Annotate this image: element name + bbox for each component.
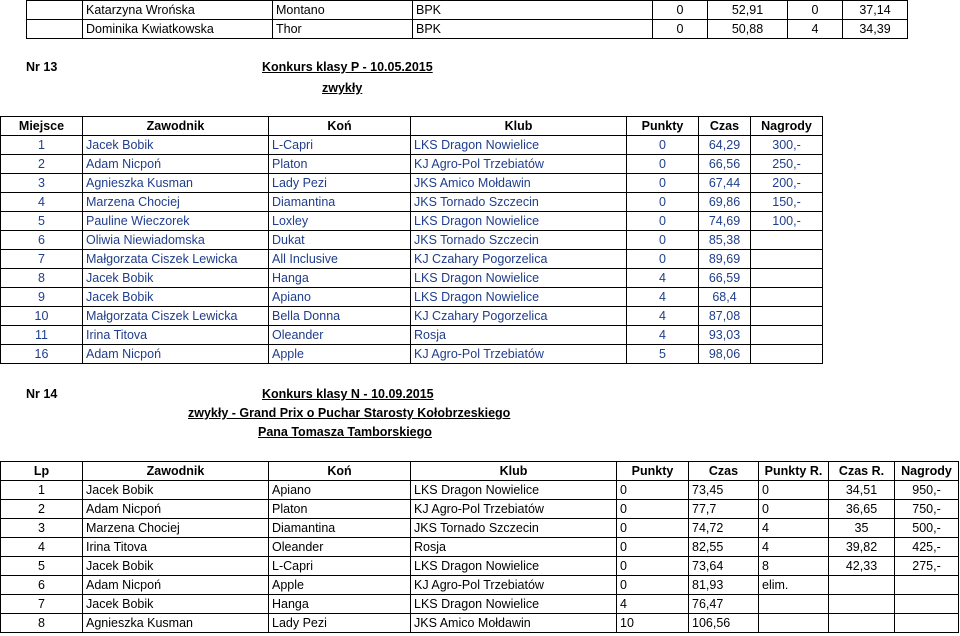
s13-cell: All Inclusive (269, 250, 411, 269)
s14-header-row (1, 462, 959, 481)
s13-cell: KJ Czahary Pogorzelica (411, 250, 627, 269)
section-14-subtitle: zwykły - Grand Prix o Puchar Starosty Kołobrzeskiego (188, 406, 511, 420)
s13-cell: 7 (1, 250, 83, 269)
s13-cell: 9 (1, 288, 83, 307)
s14-cell: Jacek Bobik (83, 595, 269, 614)
s14-cell: 0 (617, 500, 689, 519)
s13-header-cell: Koń (269, 117, 411, 136)
table-row (1, 269, 823, 288)
s13-cell (751, 326, 823, 345)
s13-cell: 64,29 (699, 136, 751, 155)
s14-cell: 35 (829, 519, 895, 538)
table-row (1, 538, 959, 557)
s14-cell: Apiano (269, 481, 411, 500)
s14-cell: 950,- (895, 481, 959, 500)
s14-cell: 0 (759, 500, 829, 519)
s13-cell: 89,69 (699, 250, 751, 269)
s13-cell: Oliwia Niewiadomska (83, 231, 269, 250)
s14-cell: KJ Agro-Pol Trzebiatów (411, 500, 617, 519)
s14-cell: 500,- (895, 519, 959, 538)
s13-cell: 68,4 (699, 288, 751, 307)
table-row (1, 576, 959, 595)
s14-cell: 0 (617, 481, 689, 500)
s13-cell: 0 (627, 231, 699, 250)
s14-cell: LKS Dragon Nowielice (411, 595, 617, 614)
s13-header-cell: Nagrody (751, 117, 823, 136)
s14-cell: 4 (759, 519, 829, 538)
s14-cell: 77,7 (689, 500, 759, 519)
s13-cell: 0 (627, 155, 699, 174)
previous-cell: Dominika Kwiatkowska (83, 20, 273, 39)
s14-cell (895, 576, 959, 595)
s13-cell: 250,- (751, 155, 823, 174)
s13-cell: 3 (1, 174, 83, 193)
previous-cell: Katarzyna Wrońska (83, 1, 273, 20)
s13-cell: Marzena Chociej (83, 193, 269, 212)
s14-cell: 82,55 (689, 538, 759, 557)
s14-cell: Irina Titova (83, 538, 269, 557)
s13-cell: 2 (1, 155, 83, 174)
s13-cell: Jacek Bobik (83, 136, 269, 155)
s13-cell: Małgorzata Ciszek Lewicka (83, 250, 269, 269)
previous-cell: 37,14 (843, 1, 908, 20)
s13-cell: 4 (627, 326, 699, 345)
s13-cell: 5 (1, 212, 83, 231)
s13-cell: 87,08 (699, 307, 751, 326)
s13-cell: Hanga (269, 269, 411, 288)
previous-cell: BPK (413, 20, 653, 39)
table-row (1, 326, 823, 345)
s13-header-cell: Zawodnik (83, 117, 269, 136)
s13-cell (751, 231, 823, 250)
s14-cell: JKS Amico Mołdawin (411, 614, 617, 633)
s14-cell: 275,- (895, 557, 959, 576)
s13-cell: LKS Dragon Nowielice (411, 212, 627, 231)
s14-cell: 5 (1, 557, 83, 576)
s14-cell: Oleander (269, 538, 411, 557)
s13-cell: 0 (627, 136, 699, 155)
s14-cell: 750,- (895, 500, 959, 519)
s14-cell: 74,72 (689, 519, 759, 538)
s13-cell: Loxley (269, 212, 411, 231)
table-row (1, 231, 823, 250)
table-row (1, 500, 959, 519)
s14-cell: Marzena Chociej (83, 519, 269, 538)
s13-cell: 0 (627, 193, 699, 212)
s14-cell: 34,51 (829, 481, 895, 500)
section-13-results-table (0, 116, 823, 364)
s14-cell: Rosja (411, 538, 617, 557)
s13-cell: 4 (1, 193, 83, 212)
s14-cell: 81,93 (689, 576, 759, 595)
s14-cell (829, 576, 895, 595)
s14-cell: elim. (759, 576, 829, 595)
s14-cell: 10 (617, 614, 689, 633)
s14-cell: Agnieszka Kusman (83, 614, 269, 633)
table-row (1, 155, 823, 174)
s13-cell: Jacek Bobik (83, 288, 269, 307)
s14-cell: 0 (759, 481, 829, 500)
s13-cell: 4 (627, 269, 699, 288)
section-14-number: Nr 14 (26, 387, 58, 401)
s13-cell: 100,- (751, 212, 823, 231)
s13-cell: Dukat (269, 231, 411, 250)
s13-cell: 150,- (751, 193, 823, 212)
table-row (1, 595, 959, 614)
s13-cell: JKS Amico Mołdawin (411, 174, 627, 193)
s13-cell: KJ Agro-Pol Trzebiatów (411, 155, 627, 174)
s13-cell: Rosja (411, 326, 627, 345)
s14-cell: 0 (617, 538, 689, 557)
s14-header-cell: Klub (411, 462, 617, 481)
previous-cell: Montano (273, 1, 413, 20)
s14-cell: Adam Nicpoń (83, 500, 269, 519)
section-14-title: Konkurs klasy N - 10.09.2015 (262, 387, 434, 401)
s13-cell: 4 (627, 288, 699, 307)
table-row (1, 307, 823, 326)
s14-cell: 36,65 (829, 500, 895, 519)
s13-cell: Bella Donna (269, 307, 411, 326)
previous-cell: 0 (653, 1, 708, 20)
s14-cell: Platon (269, 500, 411, 519)
s13-header-row (1, 117, 823, 136)
s14-cell (895, 614, 959, 633)
s14-cell: 76,47 (689, 595, 759, 614)
previous-cell: 34,39 (843, 20, 908, 39)
s14-cell: Lady Pezi (269, 614, 411, 633)
s13-cell: LKS Dragon Nowielice (411, 269, 627, 288)
s13-cell: 98,06 (699, 345, 751, 364)
s14-cell: KJ Agro-Pol Trzebiatów (411, 576, 617, 595)
s14-cell: LKS Dragon Nowielice (411, 481, 617, 500)
previous-cell: 4 (788, 20, 843, 39)
s14-cell (759, 614, 829, 633)
s13-cell: 5 (627, 345, 699, 364)
s14-cell (829, 595, 895, 614)
s14-cell: 2 (1, 500, 83, 519)
s14-cell: 73,45 (689, 481, 759, 500)
s13-cell (751, 307, 823, 326)
s13-cell: JKS Tornado Szczecin (411, 231, 627, 250)
s13-cell: 0 (627, 174, 699, 193)
table-row (1, 136, 823, 155)
s14-header-cell: Koń (269, 462, 411, 481)
section-14-results-table (0, 461, 959, 633)
previous-cell (27, 1, 83, 20)
s14-cell: 39,82 (829, 538, 895, 557)
s13-cell: Jacek Bobik (83, 269, 269, 288)
s13-cell: 0 (627, 212, 699, 231)
s13-cell: Apiano (269, 288, 411, 307)
previous-results-table (26, 0, 908, 39)
s13-cell: 1 (1, 136, 83, 155)
s14-header-cell: Czas (689, 462, 759, 481)
table-row (1, 481, 959, 500)
s14-cell: 0 (617, 576, 689, 595)
previous-cell (27, 20, 83, 39)
s13-cell: Oleander (269, 326, 411, 345)
previous-cell: 0 (653, 20, 708, 39)
s13-cell: Irina Titova (83, 326, 269, 345)
s13-cell: LKS Dragon Nowielice (411, 288, 627, 307)
s14-cell: 425,- (895, 538, 959, 557)
s14-cell: Jacek Bobik (83, 557, 269, 576)
s13-cell: 0 (627, 250, 699, 269)
s13-cell: 69,86 (699, 193, 751, 212)
table-row (1, 212, 823, 231)
s14-cell: Apple (269, 576, 411, 595)
s13-cell (751, 345, 823, 364)
s13-cell: 93,03 (699, 326, 751, 345)
s13-cell: 67,44 (699, 174, 751, 193)
s14-header-cell: Punkty (617, 462, 689, 481)
s13-header-cell: Punkty (627, 117, 699, 136)
s14-cell: 8 (759, 557, 829, 576)
s13-cell: JKS Tornado Szczecin (411, 193, 627, 212)
s13-cell: Małgorzata Ciszek Lewicka (83, 307, 269, 326)
s14-cell: 4 (617, 595, 689, 614)
s13-cell: Lady Pezi (269, 174, 411, 193)
s14-cell: 7 (1, 595, 83, 614)
s13-cell: 11 (1, 326, 83, 345)
previous-cell: BPK (413, 1, 653, 20)
s14-cell: 0 (617, 519, 689, 538)
s13-cell: Adam Nicpoń (83, 155, 269, 174)
s13-cell: 66,56 (699, 155, 751, 174)
s13-cell: Pauline Wieczorek (83, 212, 269, 231)
s14-cell: 4 (759, 538, 829, 557)
table-row (1, 288, 823, 307)
s13-cell: 10 (1, 307, 83, 326)
s13-header-cell: Czas (699, 117, 751, 136)
table-row (1, 250, 823, 269)
s14-cell: JKS Tornado Szczecin (411, 519, 617, 538)
table-row (1, 519, 959, 538)
table-row (1, 345, 823, 364)
s13-cell: 85,38 (699, 231, 751, 250)
s14-header-cell: Nagrody (895, 462, 959, 481)
s14-header-cell: Czas R. (829, 462, 895, 481)
s14-cell: 73,64 (689, 557, 759, 576)
s13-cell: KJ Agro-Pol Trzebiatów (411, 345, 627, 364)
s14-cell: L-Capri (269, 557, 411, 576)
table-row (1, 174, 823, 193)
s14-cell: LKS Dragon Nowielice (411, 557, 617, 576)
s13-cell: 74,69 (699, 212, 751, 231)
s14-cell: 1 (1, 481, 83, 500)
s13-cell: Adam Nicpoń (83, 345, 269, 364)
s14-cell: Jacek Bobik (83, 481, 269, 500)
s14-cell: 42,33 (829, 557, 895, 576)
s13-cell (751, 269, 823, 288)
s13-cell: 8 (1, 269, 83, 288)
s14-cell: 106,56 (689, 614, 759, 633)
previous-cell: 52,91 (708, 1, 788, 20)
s14-cell (895, 595, 959, 614)
s13-header-cell: Klub (411, 117, 627, 136)
s14-cell (829, 614, 895, 633)
s14-cell: Diamantina (269, 519, 411, 538)
previous-cell: Thor (273, 20, 413, 39)
s14-cell: 6 (1, 576, 83, 595)
s14-cell: 0 (617, 557, 689, 576)
s13-cell: LKS Dragon Nowielice (411, 136, 627, 155)
s14-cell: Hanga (269, 595, 411, 614)
s13-cell (751, 288, 823, 307)
s13-cell: 4 (627, 307, 699, 326)
section-13-title: Konkurs klasy P - 10.05.2015 (262, 60, 433, 74)
s14-cell: 3 (1, 519, 83, 538)
s13-cell: 200,- (751, 174, 823, 193)
s14-cell: Adam Nicpoń (83, 576, 269, 595)
s13-cell: Diamantina (269, 193, 411, 212)
s13-cell (751, 250, 823, 269)
table-row (27, 1, 908, 20)
section-14-subtitle-2: Pana Tomasza Tamborskiego (258, 425, 432, 439)
section-13-subtitle: zwykły (322, 81, 363, 95)
s13-cell: Agnieszka Kusman (83, 174, 269, 193)
section-13-number: Nr 13 (26, 60, 58, 74)
table-row (1, 557, 959, 576)
s13-header-cell: Miejsce (1, 117, 83, 136)
table-row (1, 193, 823, 212)
s13-cell: 16 (1, 345, 83, 364)
s13-cell: 6 (1, 231, 83, 250)
s14-cell (759, 595, 829, 614)
s14-cell: 8 (1, 614, 83, 633)
s14-header-cell: Lp (1, 462, 83, 481)
s13-cell: KJ Czahary Pogorzelica (411, 307, 627, 326)
s13-cell: Platon (269, 155, 411, 174)
table-row (27, 20, 908, 39)
previous-cell: 50,88 (708, 20, 788, 39)
s14-header-cell: Zawodnik (83, 462, 269, 481)
s13-cell: 300,- (751, 136, 823, 155)
s13-cell: L-Capri (269, 136, 411, 155)
previous-cell: 0 (788, 1, 843, 20)
s14-header-cell: Punkty R. (759, 462, 829, 481)
table-row (1, 614, 959, 633)
s14-cell: 4 (1, 538, 83, 557)
s13-cell: 66,59 (699, 269, 751, 288)
s13-cell: Apple (269, 345, 411, 364)
